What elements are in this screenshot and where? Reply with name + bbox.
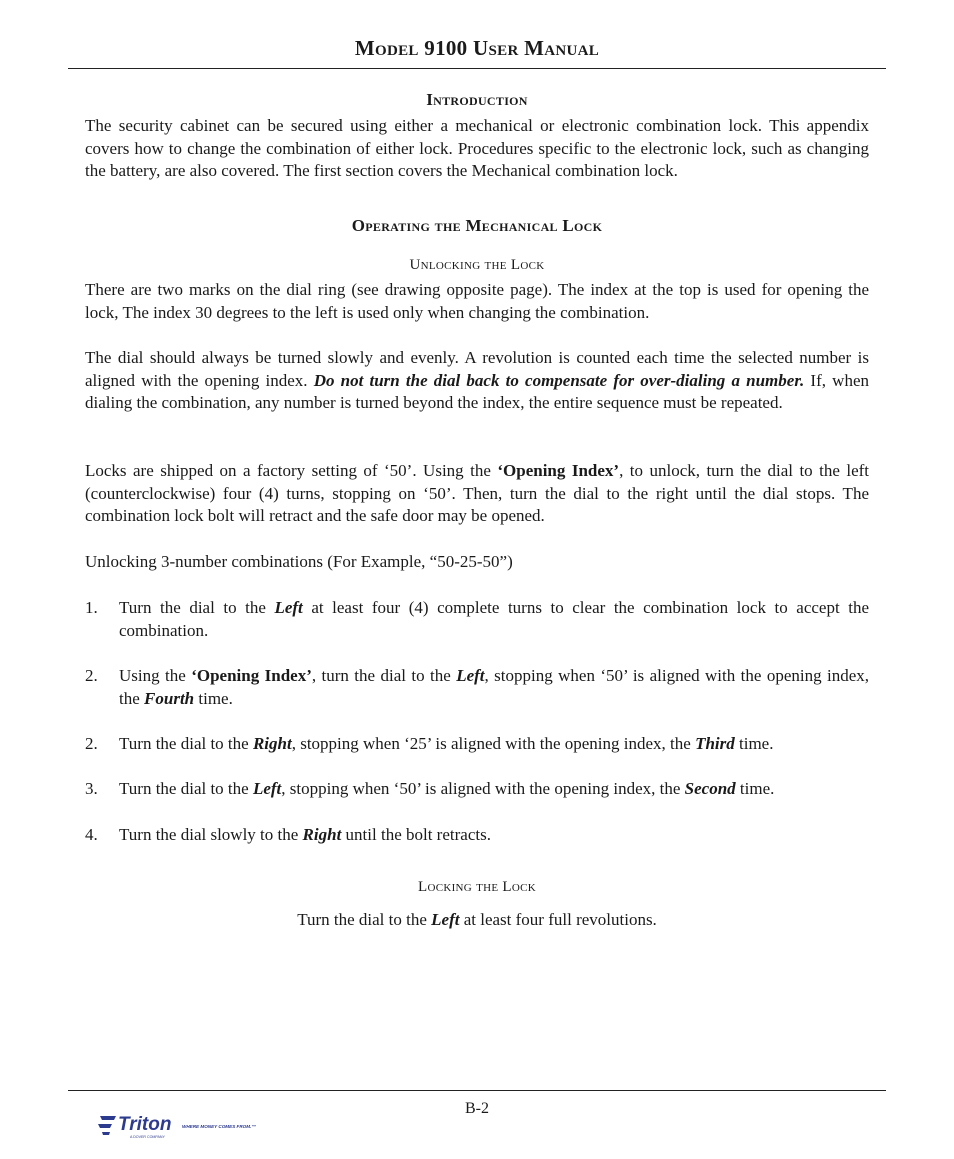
text-span: at least four full revolutions. xyxy=(459,910,657,929)
step-number: 3. xyxy=(85,779,98,798)
direction-emphasis: Left xyxy=(252,779,282,798)
text-span: Turn the dial to the xyxy=(297,910,432,929)
text-span: until the bolt retracts. xyxy=(341,825,491,844)
text-span: Using the xyxy=(119,666,192,685)
direction-emphasis: Right xyxy=(302,825,342,844)
triton-logo xyxy=(98,1110,268,1142)
footer-rule xyxy=(68,1090,886,1091)
step-number: 2. xyxy=(85,666,98,685)
header-rule xyxy=(68,68,886,69)
text-span: time. xyxy=(734,734,774,753)
step-number: 4. xyxy=(85,825,98,844)
intro-heading: Introduction xyxy=(426,90,528,109)
text-span: Locks are shipped on a factory setting of ‘50’. Using the xyxy=(85,461,498,480)
step-text xyxy=(119,733,869,756)
locking-heading: Locking the Lock xyxy=(417,879,536,895)
unlocking-heading: Unlocking the Lock xyxy=(409,257,545,273)
text-span: If, when dialing the combination, any number is turned beyond the index, the entire sequence must be repeated. xyxy=(85,370,869,413)
step-number: 1. xyxy=(85,598,98,617)
count-emphasis: Third xyxy=(695,734,735,753)
unlocking-paragraph-3 xyxy=(85,460,869,528)
text-span: at least four (4) complete turns to clear the combination lock to accept the combination. xyxy=(119,598,869,640)
step-text xyxy=(119,778,869,801)
count-emphasis: Fourth xyxy=(144,688,195,708)
step-text xyxy=(119,597,869,642)
text-span: , stopping when ‘50’ is aligned with the opening index, the xyxy=(119,666,870,708)
intro-paragraph: The security cabinet can be secured using either a mechanical or electronic combination lock. This appendix covers how to change the combination of either lock. Procedures specific to the electronic lock, such as changing the battery, are also covered. The first section covers the Mechanical combination lock. xyxy=(85,116,869,181)
text-span: time. xyxy=(735,779,775,798)
text-span: , stopping when ‘50’ is aligned with the opening index, the xyxy=(281,779,685,798)
text-span: Turn the dial to the xyxy=(119,598,275,617)
text-span: Turn the dial slowly to the xyxy=(119,825,303,844)
section-heading: Operating the Mechanical Lock xyxy=(351,216,603,235)
text-span: , turn the dial to the xyxy=(311,666,457,685)
logo-wordmark: Triton xyxy=(118,1114,172,1135)
step-number: 2. xyxy=(85,734,98,753)
direction-emphasis: Left xyxy=(274,598,303,617)
logo-tagline: WHERE MONEY COMES FROM.™ xyxy=(182,1124,256,1129)
warning-emphasis: Do not turn the dial back to compensate for over-dialing a number. xyxy=(313,370,805,390)
direction-emphasis: Left xyxy=(431,910,460,929)
direction-emphasis: Left xyxy=(456,666,485,685)
text-span: Turn the dial to the xyxy=(119,779,253,798)
unlocking-paragraph-2 xyxy=(85,347,869,415)
text-span: Turn the dial to the xyxy=(119,734,253,753)
text-span: time. xyxy=(194,688,233,708)
step-text xyxy=(119,665,869,710)
logo-subline: A DOVER COMPANY xyxy=(130,1135,165,1139)
opening-index-emphasis: ‘Opening Index’ xyxy=(191,666,312,685)
unlocking-paragraph-1: There are two marks on the dial ring (see drawing opposite page). The index at the top is used for opening the lock, The index 30 degrees to the left is used only when changing the combination. xyxy=(85,280,869,322)
triton-logo-icon xyxy=(98,1110,268,1142)
direction-emphasis: Right xyxy=(252,734,292,753)
text-span: The dial should always be turned slowly and evenly. A revolution is counted each time the selected number is aligned with the opening index. xyxy=(85,348,869,390)
opening-index-emphasis: ‘Opening Index’ xyxy=(497,461,620,480)
page-number: B-2 xyxy=(465,1100,489,1117)
locking-instruction xyxy=(0,909,954,932)
step-text xyxy=(119,824,869,847)
text-span: , stopping when ‘25’ is aligned with the opening index, the xyxy=(291,734,696,753)
page-header-title: Model 9100 User Manual xyxy=(354,36,600,60)
count-emphasis: Second xyxy=(684,779,736,798)
text-span: , to unlock, turn the dial to the left (counterclockwise) four (4) turns, stopping on ‘50’. Then, turn the dial to the right until the dial stops. The combination lock bolt will retract and the safe door may be opened. xyxy=(85,461,870,526)
unlocking-paragraph-4: Unlocking 3-number combinations (For Example, “50-25-50”) xyxy=(85,552,513,571)
